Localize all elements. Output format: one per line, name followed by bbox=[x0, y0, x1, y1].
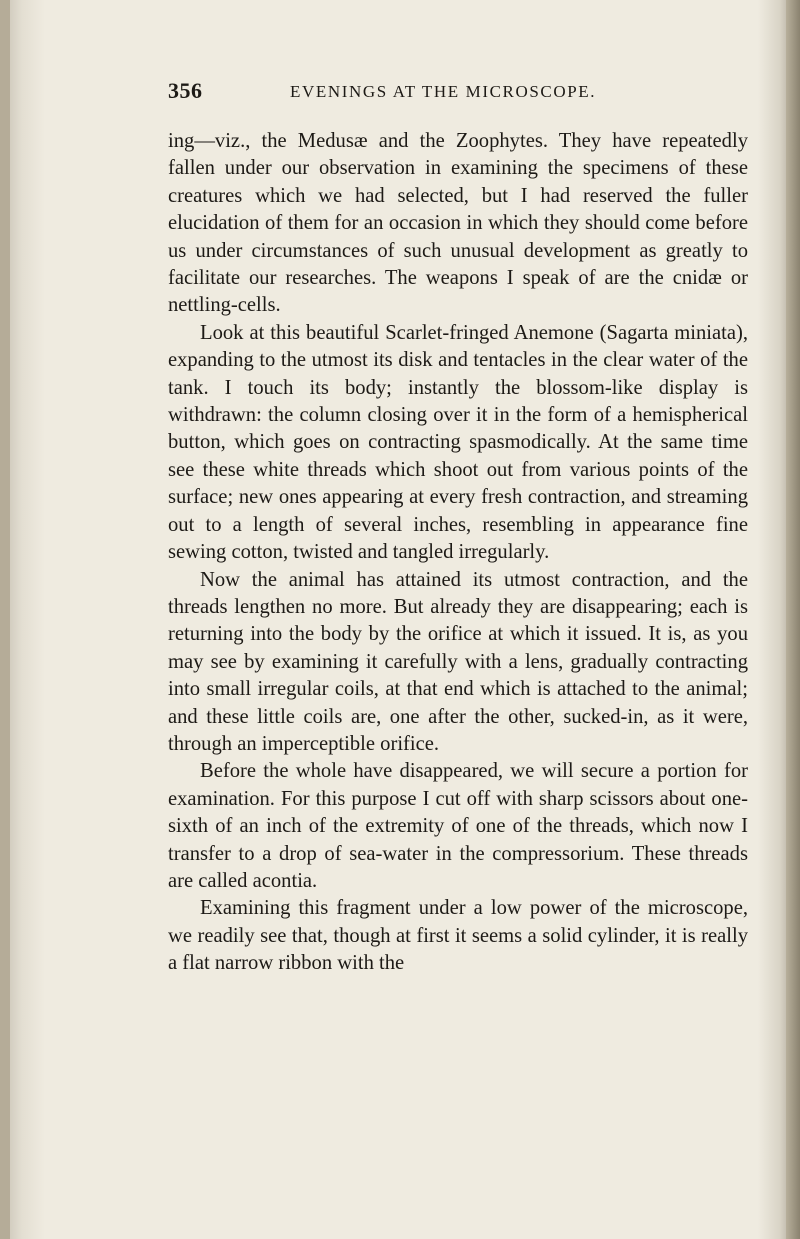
page-header bbox=[168, 78, 748, 112]
body-text bbox=[168, 128, 748, 978]
running-head: EVENINGS AT THE MICROSCOPE. bbox=[290, 82, 597, 101]
page-number: 356 bbox=[168, 78, 203, 103]
page-left-edge bbox=[0, 0, 10, 1239]
paragraph-2: Look at this beautiful Scarlet-fringed Anemone (Sagarta miniata), expanding to the utmost its disk and tentacles in the clear water of the tank. I touch its body; instantly the blossom-like display is withdrawn: the column closing over it in the form of a hemispherical button, which goes on contracting spasmodically. At the same time see these white threads which shoot out from various points of the surface; new ones appearing at every fresh contraction, and streaming out to a length of several inches, resembling in appearance fine sewing cotton, twisted and tangled irregularly. bbox=[168, 321, 748, 564]
paragraph-5: Examining this fragment under a low power of the microscope, we readily see that, though at first it seems a solid cylinder, it is really a flat narrow ribbon with the bbox=[168, 897, 748, 975]
paragraph-3: Now the animal has attained its utmost contraction, and the threads lengthen no more. But already they are disappearing; each is returning into the body by the orifice at which it issued. It is, as you may see by examining it carefully with a lens, gradually contracting into small irregular coils, at that end which is attached to the animal; and these little coils are, one after the other, sucked-in, as it were, through an imperceptible orifice. bbox=[168, 568, 748, 755]
paragraph-4: Before the whole have disappeared, we will secure a portion for examination. For this purpose I cut off with sharp scissors about one-sixth of an inch of the extremity of one of the threads, which now I transfer to a drop of sea-water in the compressorium. These threads are called acontia. bbox=[168, 760, 748, 892]
paragraph-1: ing—viz., the Medusæ and the Zoophytes. They have repeatedly fallen under our observation in examining the specimens of these creatures which we had selected, but I had reserved the fuller elucidation of them for an occasion in which they should come before us under circumstances of such unusual development as greatly to facilitate our researches. The weapons I speak of are the cnidæ or nettling-cells. bbox=[168, 130, 748, 317]
page-right-edge bbox=[786, 0, 800, 1239]
